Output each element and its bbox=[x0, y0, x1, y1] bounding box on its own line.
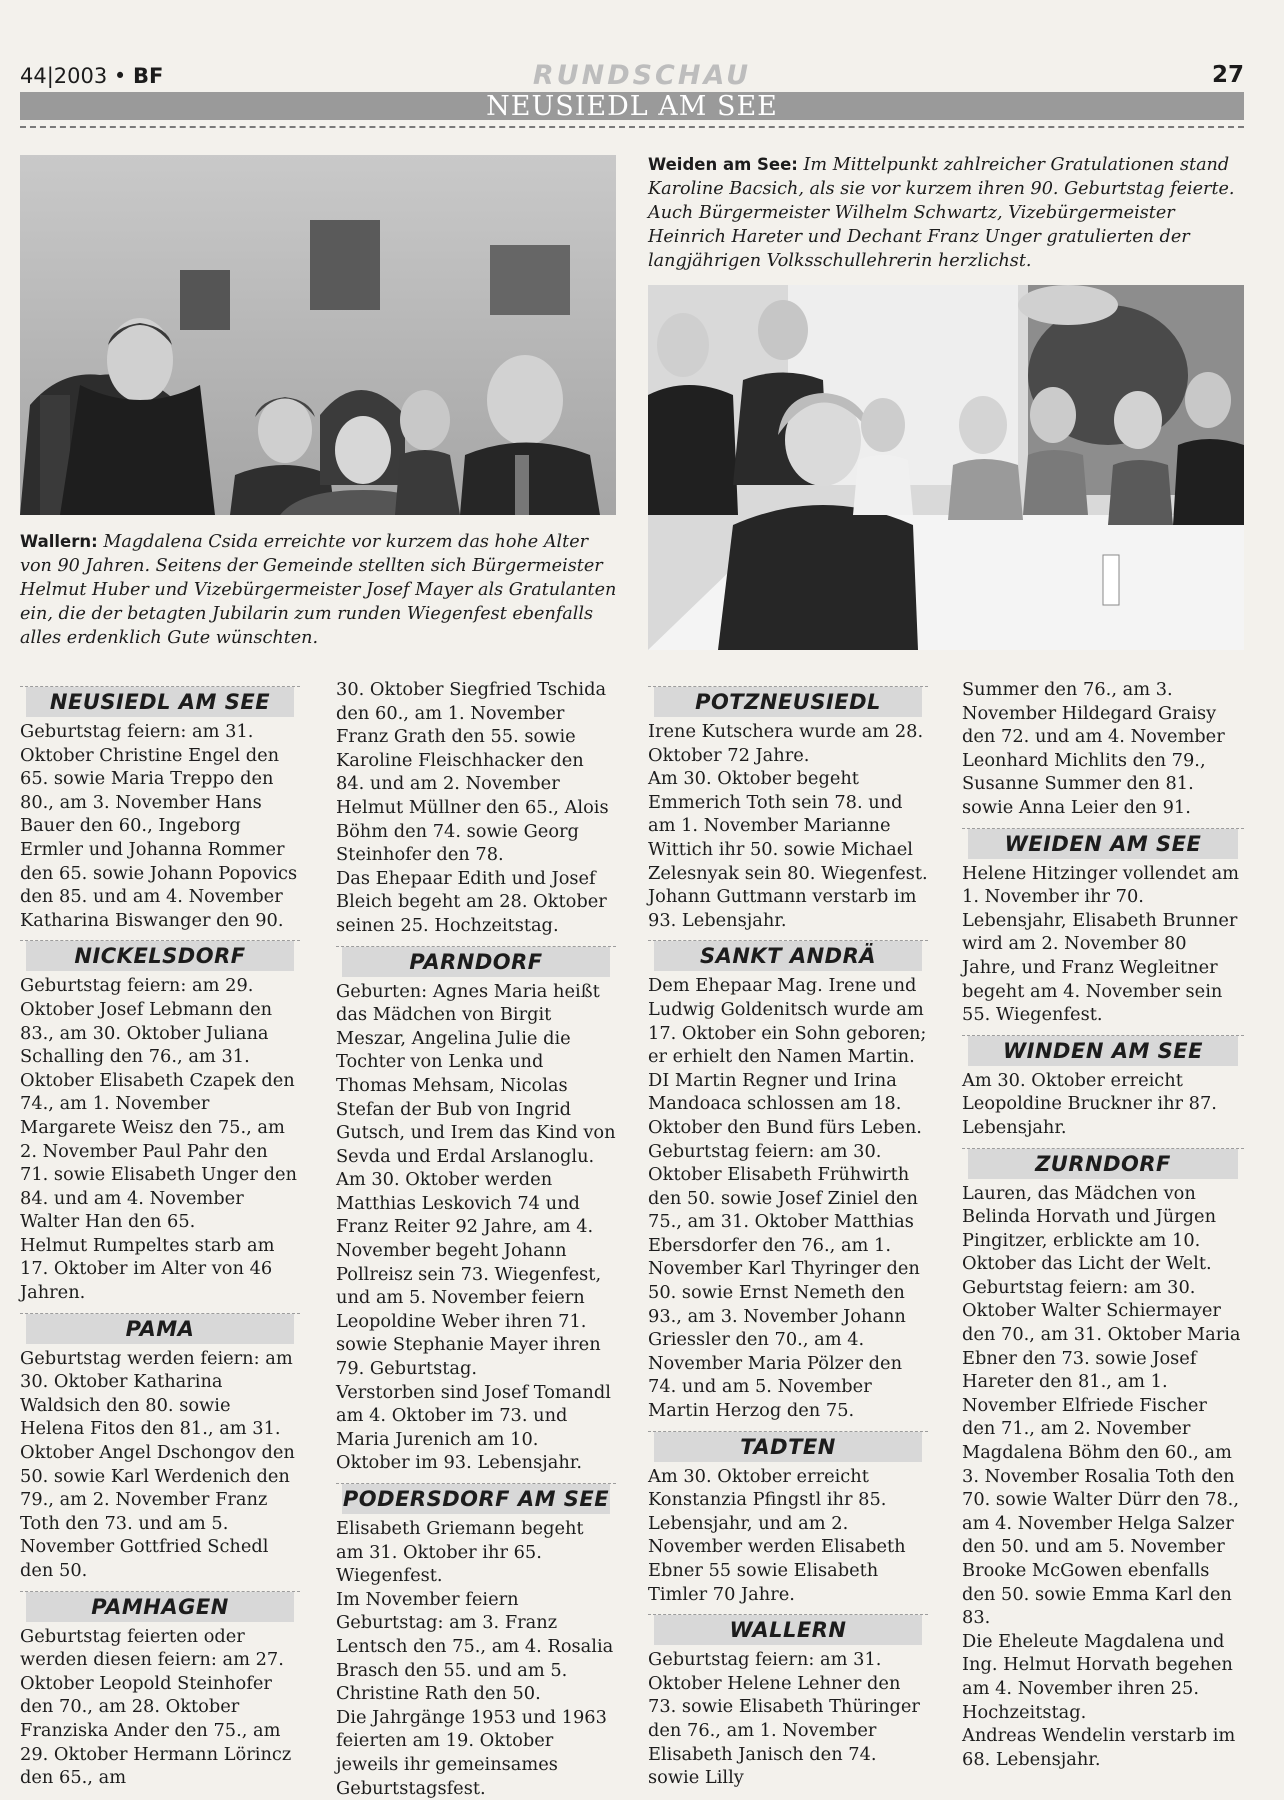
column-1 bbox=[20, 686, 300, 1790]
text-zurndorf-3: Die Eheleute Magdalena und Ing. Helmut Horvath begehen am 4. November ihren 25. Hochzeitstag. bbox=[962, 1630, 1233, 1723]
text-potzneusiedl-2: Am 30. Oktober begeht Emmerich Toth sein 78. und am 1. November Marianne Wittich ihr 50. sowie Michael Zelesnyak sein 80. Wiegenfest. bbox=[648, 768, 928, 884]
text-zurndorf-4: Andreas Wendelin verstarb im 68. Lebensjahr. bbox=[962, 1725, 1236, 1770]
column-4 bbox=[962, 678, 1244, 1771]
caption-wallern-place: Wallern: bbox=[20, 532, 98, 551]
header-rule bbox=[20, 126, 1244, 128]
caption-wallern bbox=[20, 530, 620, 650]
text-potzneusiedl-3: Johann Guttmann verstarb im 93. Lebensjahr. bbox=[648, 886, 917, 931]
text-wallern-cont: Summer den 76., am 3. November Hildegard Graisy den 72. und am 4. November Leonhard Michlits den 79., Susanne Summer den 81. sowie Anna Leier den 91. bbox=[962, 679, 1225, 818]
column-2 bbox=[336, 678, 616, 1800]
text-potzneusiedl: Irene Kutschera wurde am 28. Oktober 72 Jahre. bbox=[648, 721, 924, 766]
heading-potzneusiedl: POTZNEUSIEDL bbox=[648, 686, 928, 717]
heading-weiden: WEIDEN AM SEE bbox=[962, 828, 1244, 859]
text-nickelsdorf: Geburtstag feiern: am 29. Oktober Josef Lebmann den 83., am 30. Oktober Juliana Schalling den 76., am 31. Oktober Elisabeth Czapek den 74., am 1. November Margarete Weisz den 75., am 2. November Paul Pahr den 71. sowie Elisabeth Unger den 84. und am 4. November Walter Han den 65. bbox=[20, 975, 297, 1233]
region-band bbox=[20, 92, 1244, 120]
text-zurndorf-2: Geburtstag feiern: am 30. Oktober Walter Schiermayer den 70., am 31. Oktober Maria Ebner den 73. sowie Josef Hareter den 81., am 1. November Elfriede Fischer den 71., am 2. November Magdalena Böhm den 60., am 3. November Rosalia Toth den 70. sowie Walter Dürr den 78., am 4. November Helga Salzer den 50. und am 5. November Brooke McGowen ebenfalls den 50. sowie Emma Karl den 83. bbox=[962, 1276, 1241, 1629]
heading-pamhagen: PAMHAGEN bbox=[20, 1591, 300, 1622]
heading-zurndorf: ZURNDORF bbox=[962, 1148, 1244, 1179]
text-sanktandrae-2: DI Martin Regner und Irina Mandoaca schlossen am 18. Oktober den Bund fürs Leben. bbox=[648, 1069, 922, 1138]
text-pamhagen-cont: 30. Oktober Siegfried Tschida den 60., am 1. November Franz Grath den 55. sowie Karoline Fleischhacker den 84. und am 2. November Helmut Müllner den 65., Alois Böhm den 74. sowie Georg Steinhofer den 78. bbox=[336, 679, 609, 866]
text-pamhagen: Geburtstag feierten oder werden diesen feiern: am 27. Oktober Leopold Steinhofer den 70., am 28. Oktober Franziska Ander den 75., am 29. Oktober Hermann Lörincz den 65., am bbox=[20, 1625, 292, 1789]
text-podersdorf: Elisabeth Griemann begeht am 31. Oktober ihr 65. Wiegenfest. bbox=[336, 1518, 584, 1587]
section-name: RUNDSCHAU bbox=[532, 60, 752, 91]
heading-podersdorf: PODERSDORF AM SEE bbox=[336, 1483, 616, 1514]
caption-weiden bbox=[648, 153, 1244, 273]
heading-neusiedl: NEUSIEDL AM SEE bbox=[20, 686, 300, 717]
heading-nickelsdorf: NICKELSDORF bbox=[20, 940, 300, 971]
text-parndorf-2: Am 30. Oktober werden Matthias Leskovich 74 und Franz Reiter 92 Jahre, am 4. November begeht Johann Pollreisz sein 73. Wiegenfest, und am 5. November feiern Leopoldine Weber ihren 71. sowie Stephanie Mayer ihren 79. Geburtstag. bbox=[336, 1169, 602, 1380]
text-neusiedl: Geburtstag feiern: am 31. Oktober Christine Engel den 65. sowie Maria Treppo den 80., am 3. November Hans Bauer den 60., Ingeborg Ermler und Johanna Rommer den 65. sowie Johann Popovics den 85. und am 4. November Katharina Biswanger den 90. bbox=[20, 721, 298, 931]
heading-tadten: TADTEN bbox=[648, 1431, 928, 1462]
heading-pama: PAMA bbox=[20, 1313, 300, 1344]
region-title: NEUSIEDL AM SEE bbox=[486, 91, 778, 122]
text-pamhagen-cont-2: Das Ehepaar Edith und Josef Bleich begeht am 28. Oktober seinen 25. Hochzeitstag. bbox=[336, 867, 607, 936]
photo-weiden bbox=[648, 285, 1244, 650]
column-3 bbox=[648, 686, 928, 1790]
heading-winden: WINDEN AM SEE bbox=[962, 1035, 1244, 1066]
heading-wallern: WALLERN bbox=[648, 1614, 928, 1645]
text-parndorf-3: Verstorben sind Josef Tomandl am 4. Oktober im 73. und Maria Jurenich am 10. Oktober im 93. Lebensjahr. bbox=[336, 1381, 611, 1474]
text-podersdorf-2: Im November feiern Geburtstag: am 3. Franz Lentsch den 75., am 4. Rosalia Brasch den 55. und am 5. Christine Rath den 50. bbox=[336, 1588, 614, 1705]
text-zurndorf: Lauren, das Mädchen von Belinda Horvath und Jürgen Pingitzer, erblickte am 10. Oktober das Licht der Welt. bbox=[962, 1182, 1217, 1275]
caption-weiden-text: Im Mittelpunkt zahlreicher Gratulationen stand Karoline Bacsich, als sie vor kurzem ihren 90. Geburtstag feierte. Auch Bürgermeister Wilhelm Schwartz, Vizebürgermeister Heinrich Hareter und Dechant Franz Unger gratulierten der langjährigen Volksschullehrerin herzlichst. bbox=[648, 155, 1235, 271]
page-number: 27 bbox=[1211, 62, 1244, 88]
photo-wallern bbox=[20, 155, 616, 515]
caption-wallern-text: Magdalena Csida erreichte vor kurzem das hohe Alter von 90 Jahren. Seitens der Gemeinde stellten sich Bürgermeister Helmut Huber und Vizebürgermeister Josef Mayer als Gratulanten ein, die der betagten Jubilarin zum runden Wiegenfest ebenfalls alles erdenklich Gute wünschten. bbox=[20, 532, 617, 648]
issue-number: 44|2003 • BF bbox=[20, 64, 164, 88]
text-wallern: Geburtstag feiern: am 31. Oktober Helene Lehner den 73. sowie Elisabeth Thüringer den 76., am 1. November Elisabeth Janisch den 74. sowie Lilly bbox=[648, 1649, 920, 1789]
text-weiden: Helene Hitzinger vollendet am 1. November ihr 70. Lebensjahr, Elisabeth Brunner wird am 2. November 80 Jahre, und Franz Wegleitner begeht am 4. November sein 55. Wiegenfest. bbox=[962, 862, 1240, 1026]
text-winden: Am 30. Oktober erreicht Leopoldine Bruckner ihr 87. Lebensjahr. bbox=[962, 1069, 1217, 1138]
brand-label: BF bbox=[133, 64, 164, 88]
heading-parndorf: PARNDORF bbox=[336, 946, 616, 977]
text-parndorf: Geburten: Agnes Maria heißt das Mädchen von Birgit Meszar, Angelina Julie die Tochter von Lenka und Thomas Mehsam, Nicolas Stefan der Bub von Ingrid Gutsch, und Irem das Kind von Sevda und Erdal Arslanoglu. bbox=[336, 980, 616, 1167]
text-sanktandrae-3: Geburtstag feiern: am 30. Oktober Elisabeth Frühwirth den 50. sowie Josef Ziniel den 75., am 31. Oktober Matthias Ebersdorfer den 76., am 1. November Karl Thyringer den 50. sowie Ernst Nemeth den 93., am 3. November Johann Griessler den 70., am 4. November Maria Pölzer den 74. und am 5. November Martin Herzog den 75. bbox=[648, 1140, 920, 1422]
text-sanktandrae: Dem Ehepaar Mag. Irene und Ludwig Goldenitsch wurde am 17. Oktober ein Sohn geboren; er erhielt den Namen Martin. bbox=[648, 975, 927, 1068]
text-podersdorf-3: Die Jahrgänge 1953 und 1963 feierten am 19. Oktober jeweils ihr gemeinsames Geburtstagsfest. bbox=[336, 1706, 607, 1799]
caption-weiden-place: Weiden am See: bbox=[648, 155, 798, 174]
heading-sanktandrae: SANKT ANDRÄ bbox=[648, 940, 928, 971]
text-pama: Geburtstag werden feiern: am 30. Oktober Katharina Waldsich den 80. sowie Helena Fitos den 81., am 31. Oktober Angel Dschongov den 50. sowie Karl Werdenich den 79., am 2. November Franz Toth den 73. und am 5. November Gottfried Schedl den 50. bbox=[20, 1347, 295, 1581]
text-tadten: Am 30. Oktober erreicht Konstanzia Pfingstl ihr 85. Lebensjahr, und am 2. November werden Elisabeth Ebner 55 sowie Elisabeth Timler 70 Jahre. bbox=[648, 1465, 906, 1605]
text-nickelsdorf-2: Helmut Rumpeltes starb am 17. Oktober im Alter von 46 Jahren. bbox=[20, 1234, 275, 1304]
